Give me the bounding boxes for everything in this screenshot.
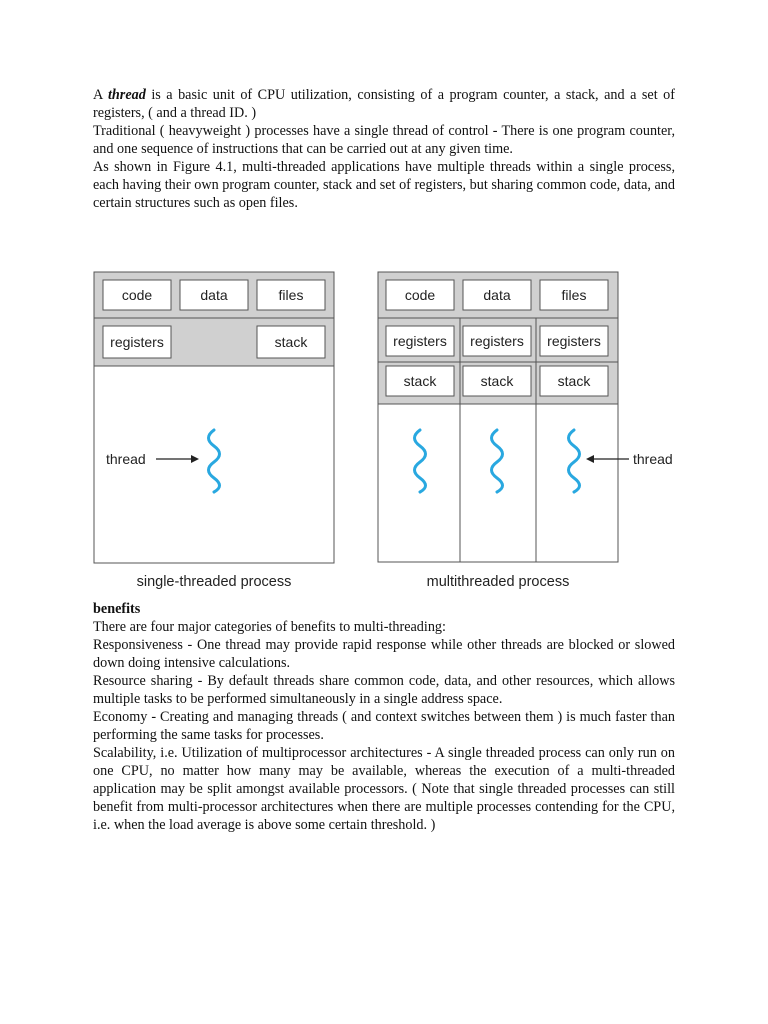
multi-stack-label-1: stack bbox=[403, 373, 437, 389]
single-code-label: code bbox=[121, 287, 153, 303]
single-caption: single-threaded process bbox=[136, 574, 292, 590]
multi-code-label: code bbox=[404, 287, 436, 303]
multi-registers-label-3: registers bbox=[547, 333, 601, 349]
single-threaded-process bbox=[94, 272, 334, 590]
multi-stack-label-2: stack bbox=[480, 373, 514, 389]
multi-registers-label-2: registers bbox=[470, 333, 524, 349]
single-stack-label: stack bbox=[274, 334, 308, 350]
multi-stack-label-3: stack bbox=[557, 373, 591, 389]
multi-caption: multithreaded process bbox=[426, 574, 570, 590]
single-thread-label: thread bbox=[106, 451, 146, 467]
p1-prefix: A bbox=[93, 87, 108, 103]
p1-rest: is a basic unit of CPU utilization, consisting of a program counter, a stack, and a set of registers, ( and a thread ID. ) bbox=[93, 87, 675, 121]
thread-figure-svg bbox=[93, 270, 683, 595]
single-registers-label: registers bbox=[110, 334, 164, 350]
multithreaded-process bbox=[378, 272, 673, 590]
benefit-responsiveness: Responsiveness - One thread may provide rapid response while other threads are blocked or slowed down doing intensive calculations. bbox=[93, 637, 675, 671]
thread-definition-paragraph bbox=[93, 86, 675, 122]
multi-data-label: data bbox=[483, 287, 511, 303]
thread-figure bbox=[93, 270, 683, 595]
intro-section bbox=[93, 86, 675, 212]
single-data-label: data bbox=[200, 287, 228, 303]
benefit-resource-sharing: Resource sharing - By default threads share common code, data, and other resources, which allows multiple tasks to be performed simultaneously in a single address space. bbox=[93, 673, 675, 707]
multithreaded-paragraph: As shown in Figure 4.1, multi-threaded applications have multiple threads within a single process, each having their own program counter, stack and set of registers, but sharing common code, data, and certain structures such as open files. bbox=[93, 159, 675, 211]
thread-term: thread bbox=[107, 87, 146, 103]
benefit-economy: Economy - Creating and managing threads ( and context switches between them ) is much faster than performing the same tasks for processes. bbox=[93, 709, 675, 743]
benefit-scalability: Scalability, i.e. Utilization of multiprocessor architectures - A single threaded process can only run on one CPU, no matter how many may be available, whereas the execution of a multi-threaded application may be split amongst available processors. ( Note that single threaded processes can still benefit from multi-processor architectures when there are multiple processes contending for the CPU, i.e. when the load average is above some certain threshold. ) bbox=[93, 745, 675, 833]
multi-thread-label: thread bbox=[633, 451, 673, 467]
heavyweight-paragraph: Traditional ( heavyweight ) processes have a single thread of control - There is one program counter, and one sequence of instructions that can be carried out at any given time. bbox=[93, 123, 675, 157]
multi-registers-label-1: registers bbox=[393, 333, 447, 349]
benefits-section bbox=[93, 600, 675, 834]
benefits-intro: There are four major categories of benefits to multi-threading: bbox=[93, 619, 446, 635]
single-files-label: files bbox=[278, 287, 304, 303]
multi-files-label: files bbox=[561, 287, 587, 303]
benefits-heading: benefits bbox=[93, 601, 141, 617]
